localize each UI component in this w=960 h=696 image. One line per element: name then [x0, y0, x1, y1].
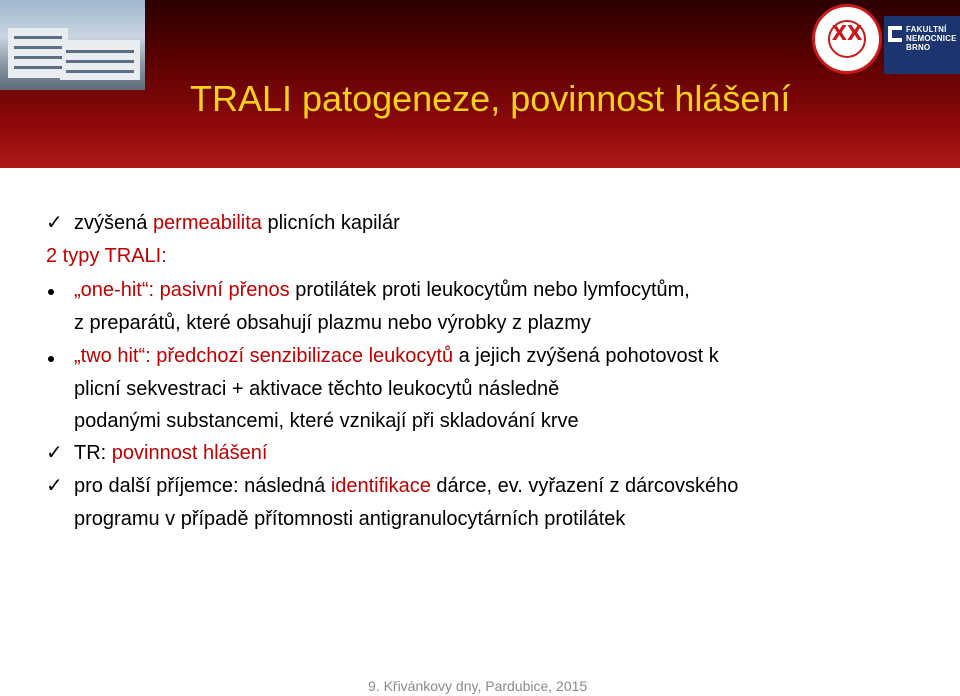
bullet-line-2: 2 typy TRALI: [46, 245, 167, 267]
bullet-line-5: „two hit“: předchozí senzibilizace leukocytů a jejich zvýšená pohotovost k [74, 345, 719, 367]
bullet-line-1: zvýšená permeabilita plicních kapilár [74, 212, 400, 234]
logo-line-1: FAKULTNÍ [906, 25, 947, 34]
logo-line-2: NEMOCNICE [906, 34, 957, 43]
bullet-dot-icon [48, 289, 54, 295]
bullet-line-10: programu v případě přítomnosti antigranulocytárních protilátek [74, 508, 626, 530]
bullet-line-6: plicní sekvestraci + aktivace těchto leukocytů následně [74, 378, 560, 400]
check-icon: ✓ [46, 473, 63, 497]
bullet-line-3: „one-hit“: pasivní přenos protilátek proti leukocytům nebo lymfocytům, [74, 279, 690, 301]
logo-line-3: BRNO [906, 43, 931, 52]
slide-title: TRALI patogeneze, povinnost hlášení [190, 78, 791, 119]
bullet-dot-icon [48, 356, 54, 362]
seal-text: XX [831, 21, 863, 45]
bullet-line-8: TR: povinnost hlášení [74, 442, 268, 464]
bullet-line-7: podanými substancemi, které vznikají při skladování krve [74, 410, 579, 432]
bullet-line-9: pro další příjemce: následná identifikace dárce, ev. vyřazení z dárcovského [74, 475, 739, 497]
check-icon: ✓ [46, 210, 63, 234]
check-icon: ✓ [46, 440, 63, 464]
slide-footer: 9. Křivánkovy dny, Pardubice, 2015 [368, 678, 588, 694]
bullet-line-4: z preparátů, které obsahují plazmu nebo výrobky z plazmy [74, 312, 591, 334]
